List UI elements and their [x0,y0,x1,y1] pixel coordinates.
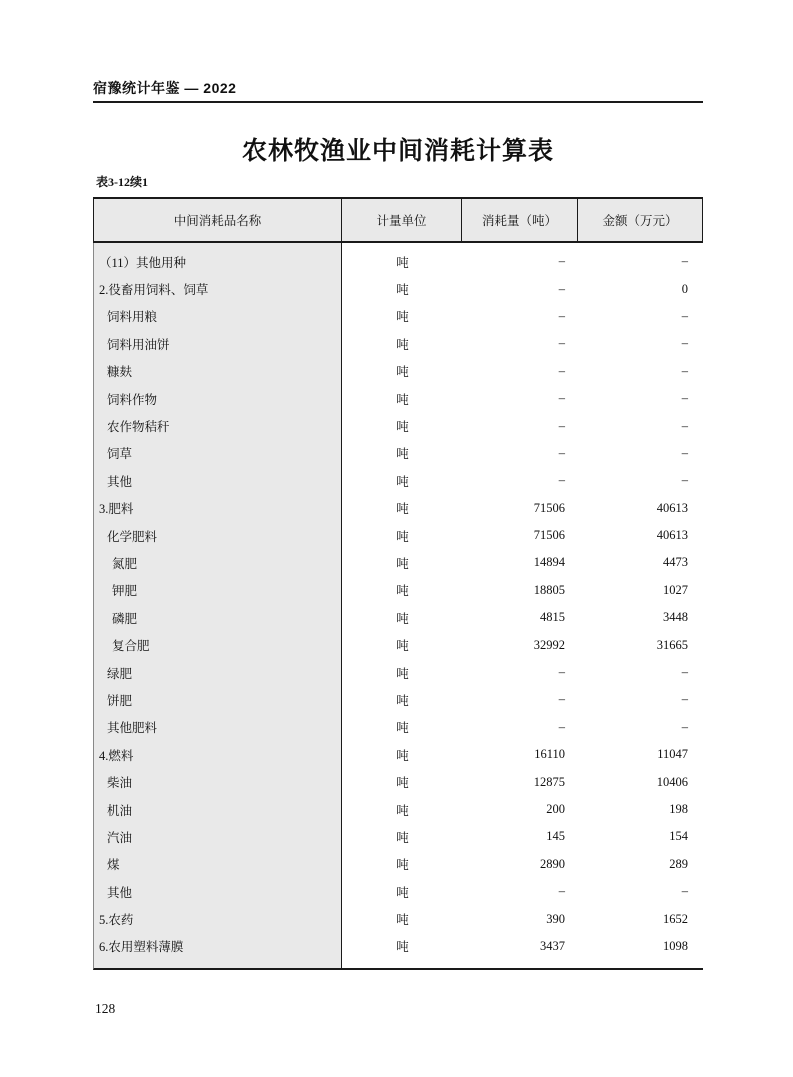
cell-item-name: 饼肥 [107,693,133,708]
table-row [94,604,703,631]
column-header-item-name: 中间消耗品名称 [94,199,342,241]
table-row [94,768,703,795]
cell-item-name: 柴油 [107,776,133,791]
cell-item-name: 3.肥料 [99,502,134,517]
cell-quantity: – [558,363,565,378]
column-header-unit: 计量单位 [342,199,462,241]
cell-unit: 吨 [396,283,409,298]
cell-item-name: 农作物秸秆 [107,420,170,435]
table-row [94,659,703,686]
cell-item-name: 复合肥 [112,639,150,654]
cell-quantity: 200 [546,802,565,816]
cell-unit: 吨 [396,748,409,763]
table-row [94,823,703,850]
cell-amount: 154 [669,829,688,844]
table-row [94,495,703,522]
cell-item-name: 机油 [107,803,133,818]
column-header-amount: 金额（万元） [602,214,678,228]
cell-unit: 吨 [396,830,409,845]
cell-amount: – [681,473,688,488]
table-row [94,878,703,905]
cell-unit: 吨 [396,858,409,873]
cell-item-name: 化学肥料 [107,529,158,544]
cell-item-name: 糠麸 [107,365,133,380]
cell-unit: 吨 [396,885,409,900]
cell-item-name: 饲草 [107,447,133,462]
cell-quantity: – [558,418,565,433]
cell-quantity: – [558,665,565,680]
column-header-quantity: 消耗量（吨） [462,199,578,241]
cell-amount: – [681,445,688,460]
cell-quantity: 2890 [540,856,565,871]
cell-quantity: – [558,692,565,707]
cell-item-name: 其他 [107,885,133,900]
table-row [94,412,703,439]
cell-unit: 吨 [396,721,409,736]
cell-quantity: 145 [546,829,565,844]
cell-quantity: 12875 [533,774,565,789]
cell-item-name: 饲料用油饼 [107,337,170,352]
cell-quantity: 71506 [533,528,565,543]
consumption-table [93,197,703,970]
cell-item-name: 钾肥 [112,584,138,599]
table-row [94,796,703,823]
cell-quantity: – [558,473,565,488]
cell-unit: 吨 [396,529,409,544]
cell-amount: – [681,665,688,680]
cell-quantity: 71506 [533,500,565,515]
table-row [94,275,703,302]
cell-quantity: – [558,281,565,296]
cell-quantity: 16110 [534,747,565,762]
cell-quantity: – [558,884,565,899]
cell-unit: 吨 [396,639,409,654]
cell-unit: 吨 [396,776,409,791]
cell-unit: 吨 [396,940,409,955]
cell-item-name: 其他 [107,474,133,489]
cell-amount: – [681,719,688,734]
table-row [94,851,703,878]
cell-item-name: 饲料作物 [107,392,158,407]
cell-unit: 吨 [396,255,409,270]
cell-item-name: 氮肥 [112,556,138,571]
table-label: 表3-12续1 [96,175,148,189]
table-row [94,549,703,576]
page-title: 农林牧渔业中间消耗计算表 [241,138,554,165]
cell-unit: 吨 [396,666,409,681]
cell-amount: – [681,308,688,323]
cell-unit: 吨 [396,337,409,352]
cell-item-name: 2.役畜用饲料、饲草 [99,283,209,298]
table-row [94,385,703,412]
table-body [93,243,703,970]
cell-amount: 11047 [657,747,688,762]
cell-unit: 吨 [396,474,409,489]
cell-item-name: 其他肥料 [107,721,158,736]
table-row [94,933,703,960]
table-header-row [93,197,703,243]
cell-quantity: – [558,391,565,406]
cell-quantity: 390 [546,911,565,926]
cell-quantity: 18805 [533,582,565,597]
cell-unit: 吨 [396,584,409,599]
cell-item-name: 6.农用塑料薄膜 [99,940,184,955]
cell-amount: 4473 [663,555,688,570]
table-row [94,905,703,932]
cell-quantity: – [558,308,565,323]
cell-unit: 吨 [396,420,409,435]
cell-quantity: 4815 [540,610,565,625]
cell-unit: 吨 [396,913,409,928]
cell-unit: 吨 [396,365,409,380]
cell-quantity: 14894 [533,555,565,570]
cell-quantity: 3437 [540,938,565,953]
table-row [94,440,703,467]
cell-amount: – [681,336,688,351]
cell-item-name: 磷肥 [112,611,138,626]
cell-amount: – [681,692,688,707]
cell-quantity: – [558,336,565,351]
table-row [94,522,703,549]
cell-unit: 吨 [396,693,409,708]
table-row [94,248,703,275]
table-row [94,631,703,658]
cell-unit: 吨 [396,611,409,626]
table-row [94,577,703,604]
cell-amount: 198 [669,802,688,816]
cell-amount: 1098 [663,938,688,953]
table-row [94,741,703,768]
cell-unit: 吨 [396,803,409,818]
table-row [94,358,703,385]
cell-unit: 吨 [396,310,409,325]
cell-amount: 1027 [663,582,688,597]
page-number: 128 [95,1001,116,1016]
table-row [94,467,703,494]
cell-amount: – [681,363,688,378]
cell-amount: – [681,254,688,269]
cell-item-name: 汽油 [107,830,133,845]
yearbook-header: 宿豫统计年鉴 — 2022 [93,78,703,103]
table-row [94,714,703,741]
cell-amount: 1652 [663,911,688,926]
cell-amount: – [681,884,688,899]
cell-amount: 3448 [663,610,688,625]
table-row [94,330,703,357]
cell-quantity: – [558,445,565,460]
cell-amount: – [681,391,688,406]
cell-item-name: 饲料用粮 [107,310,158,325]
cell-quantity: – [558,719,565,734]
table-row [94,686,703,713]
cell-amount: 0 [681,281,688,296]
cell-unit: 吨 [396,502,409,517]
cell-unit: 吨 [396,556,409,571]
cell-amount: 40613 [656,528,688,543]
cell-quantity: – [558,254,565,269]
cell-quantity: 32992 [533,637,565,652]
cell-amount: 31665 [656,637,688,652]
cell-item-name: 煤 [107,858,120,873]
cell-amount: 40613 [656,500,688,515]
cell-amount: 10406 [656,774,688,789]
cell-unit: 吨 [396,392,409,407]
cell-item-name: 4.燃料 [99,748,134,763]
cell-item-name: （11）其他用种 [99,255,187,270]
table-row [94,303,703,330]
cell-item-name: 5.农药 [99,913,134,928]
cell-unit: 吨 [396,447,409,462]
cell-item-name: 绿肥 [107,666,133,681]
cell-amount: 289 [669,856,688,871]
cell-amount: – [681,418,688,433]
